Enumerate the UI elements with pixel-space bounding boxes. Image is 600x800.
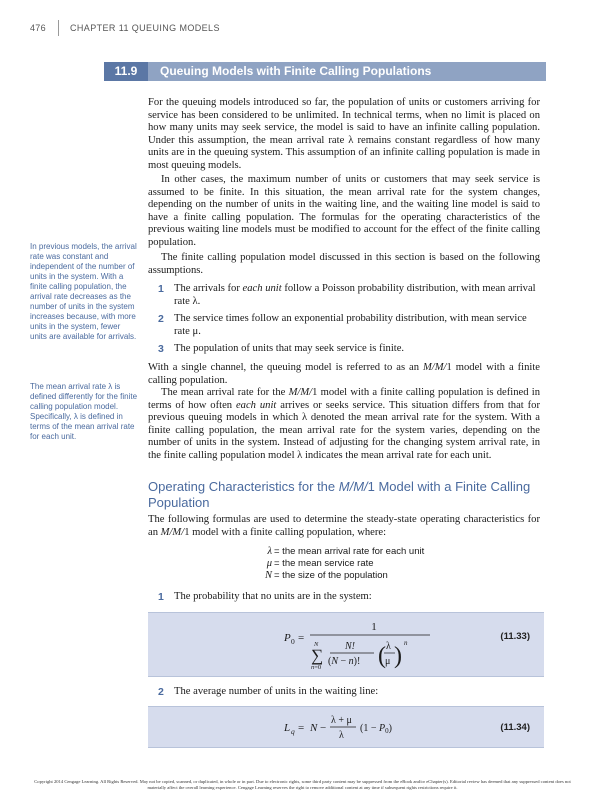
margin-note-2: The mean arrival rate λ is defined differently for the finite calling population model. Specifically, λ is defined in terms of the mean arrival rate for each unit. (30, 382, 138, 441)
ratio-numerator: λ (386, 641, 391, 652)
item-text-end: follow a Poisson probability distribution, with mean arrival rate λ. (174, 283, 536, 307)
sum-symbol: ∑ (311, 646, 324, 665)
definition-symbol: N (264, 570, 272, 581)
subsection-title (148, 479, 543, 511)
text-run: arrives or seeks service. This situation differs from that for previous queuing models in which λ denoted the mean arrival rate for the system. With a finite calling population, the mean arrival rate for the system varies, depending on the number of units in the system. Instead of adjusting for the changing system arrival rate, in the finite calling population model λ indicates the mean arrival rate for each unit. (148, 399, 540, 461)
definition-text: = the mean arrival rate for each unit (274, 546, 425, 557)
factorial-denominator: (N − n)! (328, 656, 361, 667)
definition-row (148, 570, 540, 582)
item-number: 2 (158, 313, 164, 326)
text-run: 1 model with a finite calling population. (148, 362, 540, 386)
model-notation: M/M/ (160, 526, 185, 538)
copyright-footer: Copyright 2014 Cengage Learning. All Rights Reserved. May not be copied, scanned, or duplicated, in whole or in part. Due to electronic rights, some third party content may be suppressed from the eBook and/or eChapter(s). Editorial review has deemed that any suppressed content does not materially affect the overall learning experience. Cengage Learning reserves the right to remove additional content at any time if subsequent rights restrictions require it. (34, 779, 571, 790)
right-paren: ) (394, 643, 402, 669)
exponent-n: n (404, 639, 408, 647)
section-heading (104, 62, 546, 81)
equals-sign: = (298, 632, 305, 644)
definition-symbol: μ (266, 558, 272, 569)
item-number: 3 (158, 343, 164, 356)
chapter-title: CHAPTER 11 QUEUING MODELS (70, 23, 220, 33)
item-text: The arrivals for (174, 283, 243, 294)
paragraph-1: For the queuing models introduced so far, the population of units or customers arriving for service has been considered to be unlimited. In technical terms, when no limit is placed on how many units may seek service, the model is said to have an infinite calling population. Under this assumption, the mean arrival rate λ remains constant regardless of how many units are in the queuing system. This assumption of an infinite calling population is made in most queuing models. (148, 97, 540, 171)
model-notation: M/M/ (422, 362, 447, 373)
list-item (148, 343, 540, 356)
definition-row (148, 558, 540, 570)
text-run: 1 model with a finite calling population is defined in terms of how often (148, 387, 540, 411)
definition-row (148, 546, 540, 558)
ratio-denominator: μ (385, 656, 391, 667)
formula-lhs: P (284, 632, 291, 644)
formula-lq (148, 707, 544, 747)
subsection-intro (148, 514, 540, 539)
formula-p0 (148, 613, 544, 676)
model-notation: M/M/ (338, 479, 368, 494)
text-run: 1 Model with a Finite Calling Population (148, 479, 531, 510)
formula-box-11-34 (148, 706, 544, 748)
definition-text: = the size of the population (274, 570, 388, 581)
list-item (148, 283, 540, 308)
section-number: 11.9 (104, 62, 148, 81)
page-number: 476 (30, 23, 46, 33)
formula-lhs-sub: 0 (291, 637, 295, 646)
item-number: 2 (158, 686, 164, 698)
equals-sign: = (298, 722, 305, 734)
fraction-denominator: λ (339, 730, 344, 741)
term-n: N (310, 722, 318, 734)
paragraph-5 (148, 387, 540, 463)
header-divider (58, 20, 59, 36)
formula-1-caption (148, 591, 540, 609)
fraction-numerator: λ + μ (331, 715, 352, 726)
text-run: With a single channel, the queuing model is referred to as an (148, 362, 423, 373)
minus-sign: − (320, 722, 327, 734)
sum-upper-limit: N (314, 641, 319, 648)
section-title: Queuing Models with Finite Calling Populations (160, 64, 432, 78)
model-notation: M/M/ (288, 387, 313, 398)
equation-number: (11.33) (500, 631, 530, 642)
list-item (148, 686, 540, 699)
factorial-numerator: N! (345, 641, 355, 652)
item-text: The average number of units in the waiting line: (174, 686, 379, 697)
left-paren: ( (378, 643, 386, 669)
item-text: The population of units that may seek service is finite. (174, 343, 405, 355)
paragraph-4 (148, 362, 540, 387)
sum-lower-limit: n=0 (311, 664, 322, 671)
item-text: The probability that no units are in the system: (174, 591, 372, 602)
text-run: The following formulas are used to determine the steady-state operating characteristics for an (148, 514, 540, 538)
definition-text: = the mean service rate (274, 558, 374, 569)
numerator: 1 (371, 621, 377, 633)
margin-note-1: In previous models, the arrival rate was constant and independent of the number of units in the system. With a finite calling population, the arrival rate decreases as the number of units in the system increases because, with more units in the system, fewer units are available for arrivals. (30, 242, 137, 341)
item-number: 1 (158, 283, 164, 295)
text-emphasis: each unit (235, 399, 277, 411)
list-item (148, 591, 540, 604)
text-run: The mean arrival rate for the (161, 387, 289, 398)
assumption-list (148, 283, 540, 361)
formula-lhs-sub: q (291, 727, 295, 736)
list-item (148, 313, 540, 338)
paragraph-2: In other cases, the maximum number of units or customers that may seek service is assumed to be finite. In this situation, the mean arrival rate for the system changes, depending on the number of units in the waiting line, and the waiting line model is said to have a finite calling population. The formulas for the operating characteristics of the previous waiting line models must be modified to account for the effect of the finite calling population. (148, 174, 540, 248)
item-emphasis: each unit (242, 283, 282, 294)
definitions-list (148, 546, 540, 582)
formula-lhs: L (284, 722, 291, 734)
formula-2-caption (148, 686, 540, 704)
formula-box-11-33 (148, 612, 544, 677)
item-text: The service times follow an exponential probability distribution, with mean service rate μ. (174, 313, 527, 337)
paragraph-3: The finite calling population model discussed in this section is based on the following assumptions. (148, 252, 540, 276)
equation-number: (11.34) (500, 722, 530, 733)
definition-symbol: λ (267, 546, 272, 557)
text-run: 1 model with a finite calling population, where: (184, 526, 387, 538)
item-number: 1 (158, 591, 164, 603)
factor: $(1 - P_0)$ (360, 723, 392, 735)
text-run: Operating Characteristics for the (148, 479, 339, 494)
